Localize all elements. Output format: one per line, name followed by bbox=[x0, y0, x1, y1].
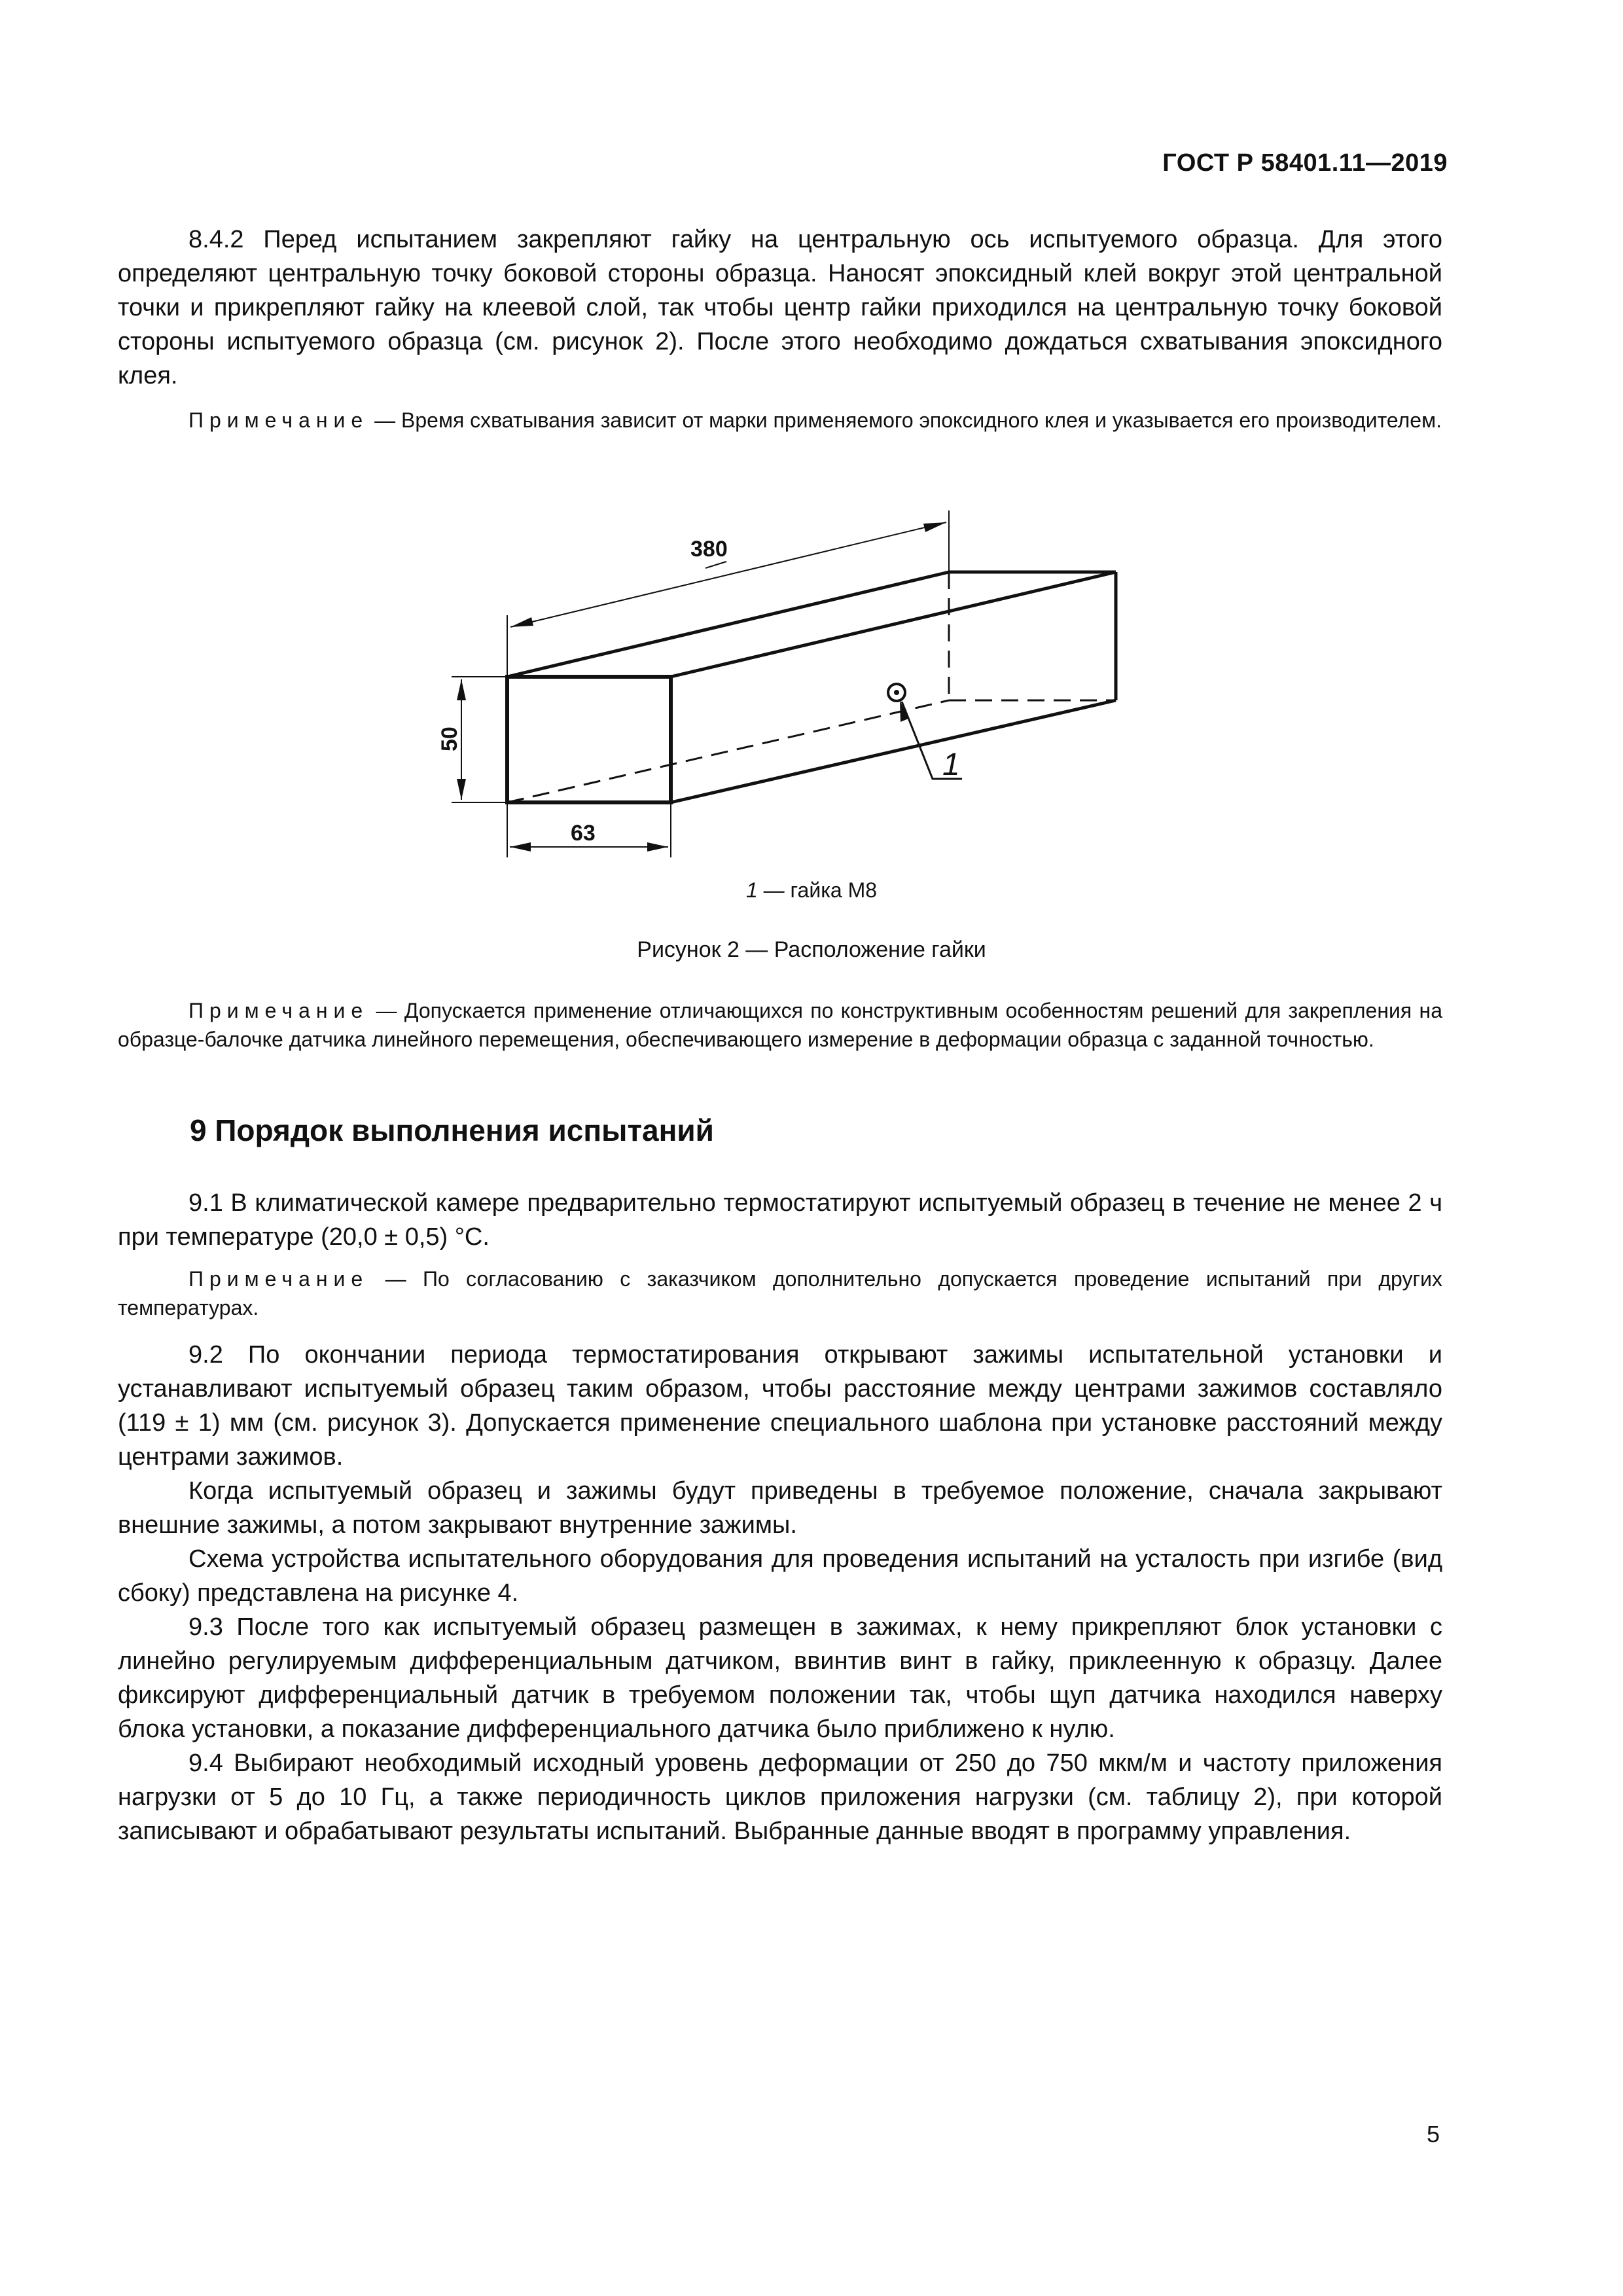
note-2-label: Примечание bbox=[188, 999, 369, 1022]
dimension-line-380 bbox=[510, 522, 946, 627]
document-code: ГОСТ Р 58401.11—2019 bbox=[1162, 149, 1448, 177]
callout-number: 1 bbox=[942, 747, 960, 782]
note-3-label: Примечание bbox=[188, 1267, 369, 1291]
paragraph-8-4-2 bbox=[118, 223, 1442, 393]
page-number: 5 bbox=[1426, 2121, 1440, 2147]
section-9-heading: 9 Порядок выполнения испытаний bbox=[190, 1113, 714, 1147]
specimen-hidden-edges bbox=[507, 572, 1116, 802]
specimen-bottom-right-edge bbox=[671, 700, 1116, 802]
paragraph-9-3-text: 9.3 После того как испытуемый образец размещен в зажимах, к нему прикрепляют блок установки с линейно регулируемым дифференциальным датчиком, ввинтив винт в гайку, приклеенную к образцу. Далее фиксируют дифференциальный датчик в требуемом положении так, чтобы щуп датчика находился наверху блока установки, а показание дифференциального датчика было приближено к нулю. bbox=[118, 1613, 1442, 1743]
paragraph-9-2 bbox=[118, 1338, 1442, 1848]
paragraph-8-4-2-text: 8.4.2 Перед испытанием закрепляют гайку на центральную ось испытуемого образца. Для этого определяют центральную точку боковой стороны образца. Наносят эпоксидный клей вокруг этой центральной точки и прикрепляют гайку на клеевой слой, так чтобы центр гайки приходился на центральную точку боковой стороны испытуемого образца (см. рисунок 2). После этого необходимо дождаться схватывания эпоксидного клея. bbox=[118, 226, 1442, 389]
paragraph-9-4-text: 9.4 Выбирают необходимый исходный уровень деформации от 250 до 750 мкм/м и частоту приложения нагрузки от 5 до 10 Гц, а также периодичность циклов приложения нагрузки (см. таблицу 2), при которой записывают и обрабатывают результаты испытаний. Выбранные данные вводят в программу управления. bbox=[118, 1749, 1442, 1845]
dimension-label-380: 380 bbox=[690, 537, 728, 562]
note-2-text bbox=[118, 996, 1442, 1054]
figure-2-caption: Рисунок 2 — Расположение гайки bbox=[637, 937, 986, 962]
figure-2-legend-number: 1 bbox=[745, 878, 758, 902]
note-1-body: — Время схватывания зависит от марки применяемого эпоксидного клея и указывается его производителем. bbox=[368, 408, 1442, 432]
figure-2-legend-text: — гайка М8 bbox=[757, 878, 878, 902]
note-2-body: — Допускается применение отличающихся по конструктивным особенностям решений для закрепления на образце-балочке датчика линейного перемещения, обеспечивающего измерение в деформации образца с заданной точностью. bbox=[118, 999, 1442, 1051]
note-2 bbox=[118, 996, 1442, 1054]
figure-2-legend bbox=[0, 878, 1623, 903]
specimen-top-right-edge bbox=[671, 572, 1116, 677]
dimension-label-63: 63 bbox=[571, 821, 596, 846]
paragraph-9-2-part-1: 9.2 По окончании периода термостатирования открывают зажимы испытательной установки и устанавливают испытуемый образец таким образом, чтобы расстояние между центрами зажимов составляло (119 ± 1) мм (см. рисунок 3). Допускается применение специального шаблона при установке расстояний между центрами зажимов. bbox=[118, 1341, 1442, 1471]
paragraph-9-1 bbox=[118, 1186, 1442, 1254]
note-1-text bbox=[118, 406, 1442, 435]
dimension-label-50: 50 bbox=[437, 726, 462, 751]
note-3-text bbox=[118, 1265, 1442, 1322]
note-3 bbox=[118, 1265, 1442, 1322]
paragraph-9-2-part-3: Схема устройства испытательного оборудования для проведения испытаний на усталость при изгибе (вид сбоку) представлена на рисунке 4. bbox=[118, 1545, 1442, 1607]
nut-m8-symbol bbox=[888, 684, 905, 701]
note-3-body: — По согласованию с заказчиком дополнительно допускается проведение испытаний при других температурах. bbox=[118, 1267, 1442, 1319]
paragraph-9-1-text: 9.1 В климатической камере предварительно термостатируют испытуемый образец в течение не менее 2 ч при температуре (20,0 ± 0,5) °С. bbox=[118, 1189, 1442, 1251]
specimen-front-face bbox=[507, 677, 671, 802]
specimen-top-left-edge bbox=[507, 572, 949, 677]
note-1-label: Примечание bbox=[188, 408, 369, 432]
callout-leader-line bbox=[902, 702, 962, 779]
paragraph-9-2-part-2: Когда испытуемый образец и зажимы будут приведены в требуемое положение, сначала закрывают внешние зажимы, а потом закрывают внутренние зажимы. bbox=[118, 1477, 1442, 1539]
note-1 bbox=[118, 406, 1442, 435]
